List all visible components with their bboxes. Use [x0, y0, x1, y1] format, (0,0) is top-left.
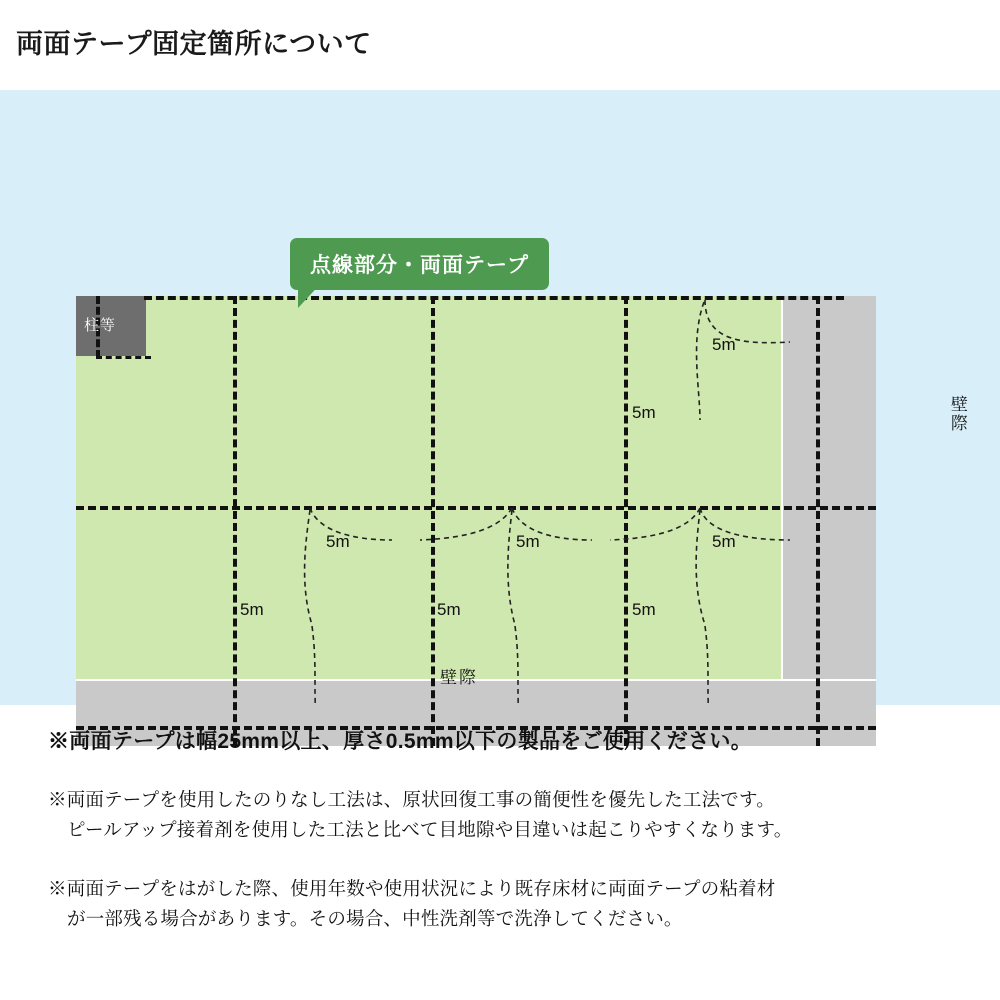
note-1-line-2: ピールアップ接着剤を使用した工法と比べて目地隙や目違いは起こりやすくなります。 — [67, 818, 793, 840]
spacing-label-1: 5m — [712, 335, 736, 354]
diagram-panel — [0, 90, 1000, 705]
spacing-label-7: 5m — [437, 600, 461, 619]
note-bold: ※両面テープは幅25mm以上、厚さ0.5mm以下の製品をご使用ください。 — [48, 730, 752, 753]
spacing-label-6: 5m — [240, 600, 264, 619]
note-1-line-1: ※両面テープを使用したのりなし工法は、原状回復工事の簡便性を優先した工法です。 — [48, 789, 775, 810]
spacing-label-3: 5m — [326, 532, 350, 551]
pillar-label: 柱等 — [84, 317, 117, 334]
spacing-label-8: 5m — [632, 600, 656, 619]
tape-callout-label: 点線部分・両面テープ — [290, 238, 549, 290]
spacing-label-4: 5m — [516, 532, 540, 551]
note-paragraph-2 — [48, 874, 775, 934]
wall-label-right: 壁際 — [947, 395, 967, 433]
wall-label-bottom: 壁際 — [440, 668, 478, 687]
page-title: 両面テープ固定箇所について — [16, 29, 372, 59]
measure-leader-lines — [0, 90, 1000, 705]
note-paragraph-1 — [48, 785, 792, 845]
note-2-line-1: ※両面テープをはがした際、使用年数や使用状況により既存床材に両面テープの粘着材 — [48, 878, 776, 899]
spacing-label-5: 5m — [712, 532, 736, 551]
spacing-label-2: 5m — [632, 403, 656, 422]
note-2-line-2: が一部残る場合があります。その場合、中性洗剤等で洗浄してください。 — [67, 907, 683, 929]
